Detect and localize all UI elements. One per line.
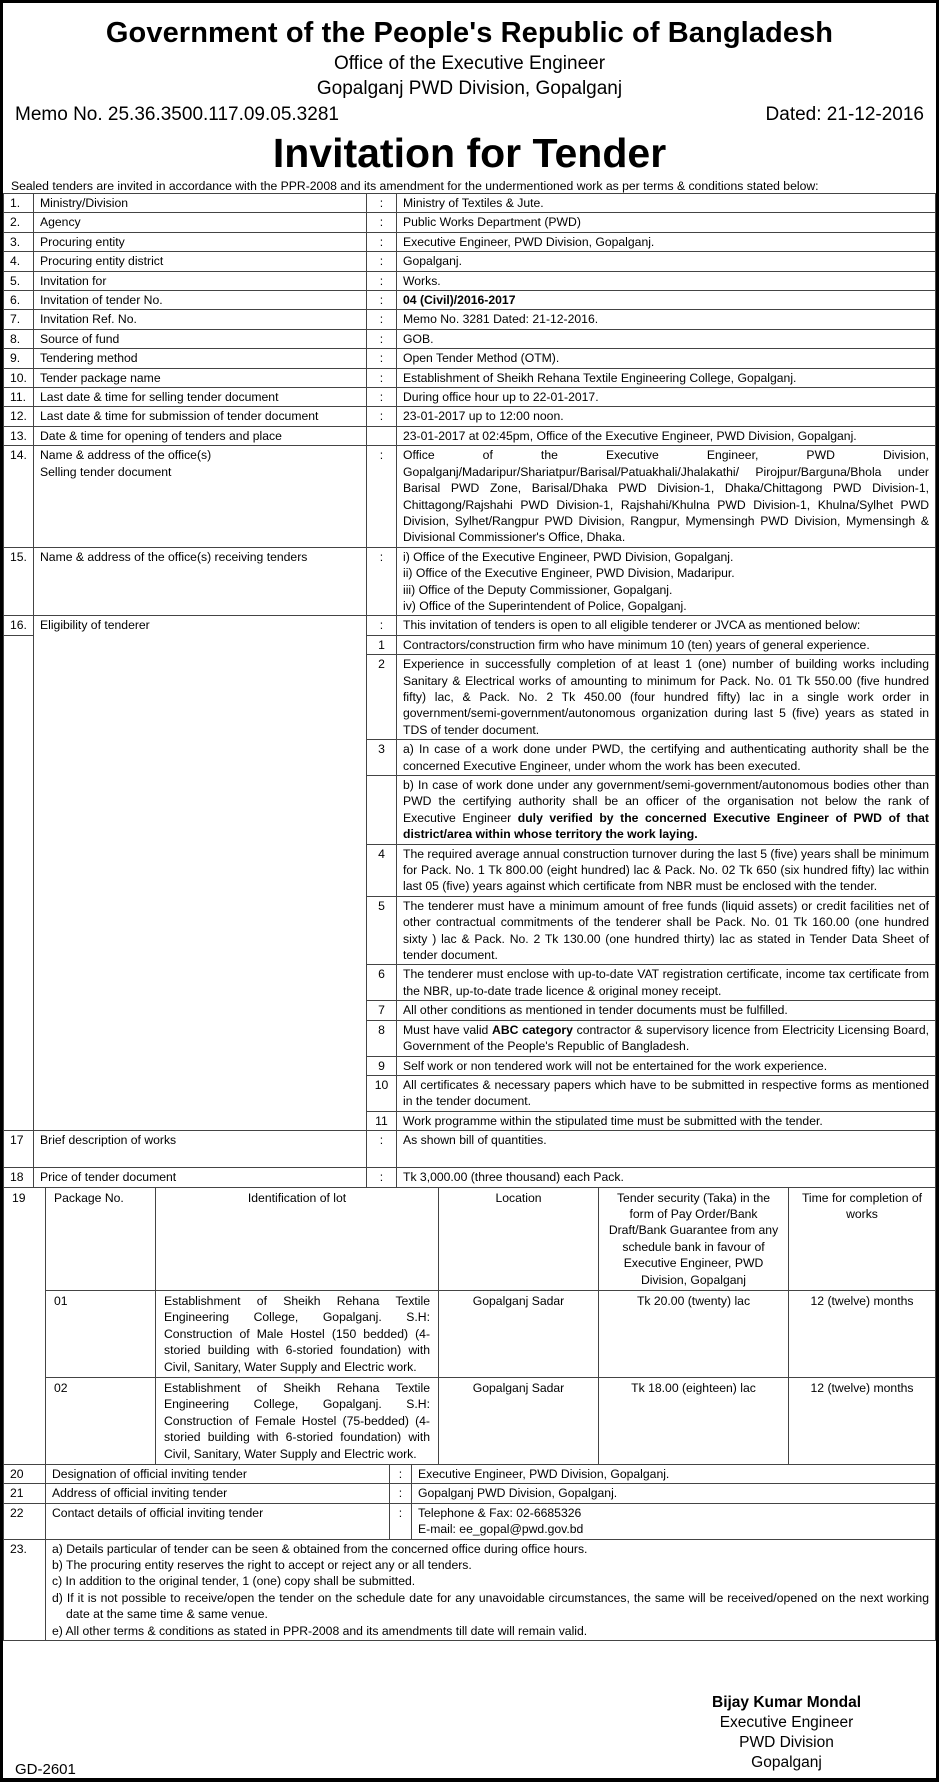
division-name: Gopalganj PWD Division, Gopalganj — [316, 78, 623, 99]
table-row: 11. Last date & time for selling tender document : During office hour up to 22-01-2017. — [4, 388, 936, 407]
table-row: 10. Tender package name : Establishment of Sheikh Rehana Textile Engineering College, Gopalganj. — [4, 368, 936, 387]
selling-offices: Office of the Executive Engineer, PWD Division, Gopalganj/Madaripur/Shariatpur/Barisal/Patuakhali/Jhalakathi/ Pirojpur/Barguna/Bhola under Barisal PWD Zone, Barisal/Dhaka PWD Division-1, Dhaka/Chittagong PWD Division-1, Chittagong/Rajshahi PWD Division-1, Rajshahi/Khulna PWD Division-1, Khulna/Sylhet PWD Division, Sylhet/Rangpur PWD Division, Rangpur, Mymensingh PWD Division, Mymensingh & Divisional Commissioner's Office, Dhaka. — [397, 446, 936, 547]
table-row-18: 18 Price of tender document : Tk 3,000.00 (three thousand) each Pack. — [4, 1168, 936, 1187]
eligibility-item: 6 The tenderer must enclose with up-to-date VAT registration certificate, income tax certificate from the NBR, up-to-date trade licence & original money receipt. — [4, 965, 936, 1001]
eligibility-item: 3 a) In case of a work done under PWD, the certifying and authenticating authority shall be the concerned Executive Engineer, under whom the work has been executed. — [4, 740, 936, 776]
eligibility-item: 2 Experience in successfully completion of at least 1 (one) number of building works including Sanitary & Electrical works of amounting to minimum for Pack. No. 01 Tk 550.00 (five hundred fifty) lac, & Pack. No. 2 Tk 450.00 (four hundred fifty) lac in a single work order in government/semi-government/autonomous organization during last 5 (five) years as stated in TDS of tender document. — [4, 655, 936, 740]
table-row: 1. Ministry/Division : Ministry of Textiles & Jute. — [4, 194, 936, 213]
memo-line — [3, 104, 936, 126]
eligibility-item: 11 Work programme within the stipulated time must be submitted with the tender. — [4, 1111, 936, 1130]
table-row: 9. Tendering method : Open Tender Method (OTM). — [4, 349, 936, 368]
signatory-division: PWD Division — [739, 1734, 834, 1751]
footer-code: GD-2601 — [15, 1761, 76, 1778]
eligibility-item: b) In case of work done under any government/semi-government/autonomous bodies other than PWD the certifying authority shall be an officer of the organisation not below the rank of Executive Engineer duly verified by the concerned Executive Engineer of PWD of that district/area within whose territory the work laying. — [4, 776, 936, 845]
eligibility-item: 1 Contractors/construction firm who have minimum 10 (ten) years of general experience. — [4, 635, 936, 654]
receiving-offices: i) Office of the Executive Engineer, PWD Division, Gopalganj. ii) Office of the Executive Engineer, PWD Division, Madaripur. iii) Office of the Deputy Commissioner, Gopalganj. iv) Office of the Superintendent of Police, Gopalganj. — [397, 547, 936, 616]
package-table — [3, 1187, 936, 1466]
signatory-name: Bijay Kumar Mondal — [712, 1694, 861, 1711]
package-header-row: 19 Package No. Identification of lot Location Tender security (Taka) in the form of Pay Order/Bank Draft/Bank Guarantee from any schedule bank in favour of Executive Engineer, PWD Division, Gopalganj Time for completion of works — [4, 1187, 936, 1290]
signatory-title: Executive Engineer — [719, 1714, 854, 1731]
table-row: 6. Invitation of tender No. : 04 (Civil)/2016-2017 — [4, 291, 936, 310]
table-row-15: 15. Name & address of the office(s) receiving tenders : i) Office of the Executive Engineer, PWD Division, Gopalganj. ii) Office of the Executive Engineer, PWD Division, Madaripur. iii) Office of the Deputy Commissioner, Gopalganj. iv) Office of the Superintendent of Police, Gopalganj. — [4, 547, 936, 616]
eligibility-item: 4 The required average annual construction turnover during the last 5 (five) years shall be minimum for Pack. No. 1 Tk 800.00 (eight hundred) lac & Pack. No. 02 Tk 650 (six hundred fifty) lac within last 05 (five) years against which certificate from NBR must be enclosed with the tender. — [4, 844, 936, 896]
contact-email: E-mail: ee_gopal@pwd.gov.bd — [418, 1522, 584, 1537]
eligibility-item: 8 Must have valid ABC category contractor & supervisory licence from Electricity Licensing Board, Government of the People's Republic of Bangladesh. — [4, 1020, 936, 1056]
government-title: Government of the People's Republic of Bangladesh — [105, 17, 834, 49]
memo-date: Dated: 21-12-2016 — [765, 104, 924, 125]
package-row: 02 Establishment of Sheikh Rehana Textile Engineering College, Gopalganj. S.H: Construction of Female Hostel (75-bedded) (4-storied building with 6-storied foundation) with Civil, Sanitary, Water Supply and Electric work. Gopalganj Sadar Tk 18.00 (eighteen) lac 12 (twelve) months — [4, 1378, 936, 1465]
intro-text: Sealed tenders are invited in accordance with the PPR-2008 and its amendment for the undermentioned work as per terms & conditions stated below: — [11, 179, 819, 193]
table-row-22: 22 Contact details of official inviting tender : Telephone & Fax: 02-6685326 E-mail: ee_gopal@pwd.gov.bd — [4, 1503, 936, 1539]
signature-block — [712, 1693, 861, 1773]
general-conditions: a) Details particular of tender can be seen & obtained from the concerned office during office hours. b) The procuring entity reserves the right to accept or reject any or all tenders. c) In addition to the original tender, 1 (one) copy shall be submitted. d) If it is not possible to receive/open the tender on the schedule date for any unavoidable circumstances, the same will be received/opened on the next working date at the same time & same venue. e) All other terms & conditions as stated in PPR-2008 and its amendments till date will remain valid. — [46, 1539, 936, 1640]
table-row: 7. Invitation Ref. No. : Memo No. 3281 Dated: 21-12-2016. — [4, 310, 936, 329]
table-row: 2. Agency : Public Works Department (PWD) — [4, 213, 936, 232]
table-row: 5. Invitation for : Works. — [4, 271, 936, 290]
table-row: 13. Date & time for opening of tenders and place 23-01-2017 at 02:45pm, Office of the Executive Engineer, PWD Division, Gopalganj. — [4, 426, 936, 445]
eligibility-item: 7 All other conditions as mentioned in tender documents must be fulfilled. — [4, 1001, 936, 1020]
header — [3, 17, 936, 100]
eligibility-item: 9 Self work or non tendered work will not be entertained for the work experience. — [4, 1056, 936, 1075]
table-row: 12. Last date & time for submission of tender document : 23-01-2017 up to 12:00 noon. — [4, 407, 936, 426]
package-row: 01 Establishment of Sheikh Rehana Textile Engineering College, Gopalganj. S.H: Construction of Male Hostel (150 bedded) (4-storied building with 6-storied foundation) with Civil, Sanitary, Water Supply and Electric work. Gopalganj Sadar Tk 20.00 (twenty) lac 12 (twelve) months — [4, 1290, 936, 1377]
table-row: 20 Designation of official inviting tender : Executive Engineer, PWD Division, Gopalganj. — [4, 1465, 936, 1484]
tender-table — [3, 193, 936, 1188]
office-name: Office of the Executive Engineer — [333, 53, 606, 74]
table-row: 21 Address of official inviting tender : Gopalganj PWD Division, Gopalganj. — [4, 1484, 936, 1503]
page-title: Invitation for Tender — [272, 130, 667, 176]
eligibility-item: 5 The tenderer must have a minimum amount of free funds (liquid assets) or credit facilities net of other contractual commitments of the tenderer shall be Pack. No. 01 Tk 160.00 (one hundred sixty ) lac & Pack. No. 2 Tk 130.00 (one hundred thirty) lac as stated in Tender Data Sheet of tender document. — [4, 896, 936, 965]
table-row: 4. Procuring entity district : Gopalganj. — [4, 252, 936, 271]
table-row: 3. Procuring entity : Executive Engineer, PWD Division, Gopalganj. — [4, 232, 936, 251]
table-row-23: 23. a) Details particular of tender can be seen & obtained from the concerned office during office hours. b) The procuring entity reserves the right to accept or reject any or all tenders. c) In addition to the original tender, 1 (one) copy shall be submitted. d) If it is not possible to receive/open the tender on the schedule date for any unavoidable circumstances, the same will be received/opened on the next working date at the same time & same venue. e) All other terms & conditions as stated in PPR-2008 and its amendments till date will remain valid. — [4, 1539, 936, 1640]
signatory-place: Gopalganj — [751, 1754, 822, 1771]
table-row-17: 17 Brief description of works : As shown bill of quantities. — [4, 1131, 936, 1168]
table-row-16: 16. Eligibility of tenderer : This invitation of tenders is open to all eligible tenderer or JVCA as mentioned below: — [4, 616, 936, 635]
memo-number: Memo No. 25.36.3500.117.09.05.3281 — [15, 104, 339, 125]
eligibility-item: 10 All certificates & necessary papers which have to be submitted in respective forms as mentioned in the tender document. — [4, 1075, 936, 1111]
official-table — [3, 1464, 936, 1641]
table-row: 8. Source of fund : GOB. — [4, 329, 936, 348]
table-row-14: 14. Name & address of the office(s) Selling tender document : Office of the Executive Engineer, PWD Division, Gopalganj/Madaripur/Shariatpur/Barisal/Patuakhali/Jhalakathi/ Pirojpur/Barguna/Bhola under Barisal PWD Zone, Barisal/Dhaka PWD Division-1, Dhaka/Chittagong PWD Division-1, Chittagong/Rajshahi PWD Division-1, Rajshahi/Khulna PWD Division-1, Khulna/Sylhet PWD Division, Sylhet/Rangpur PWD Division, Rangpur, Mymensingh PWD Division, Mymensingh & Divisional Commissioner's Office, Dhaka. — [4, 446, 936, 547]
